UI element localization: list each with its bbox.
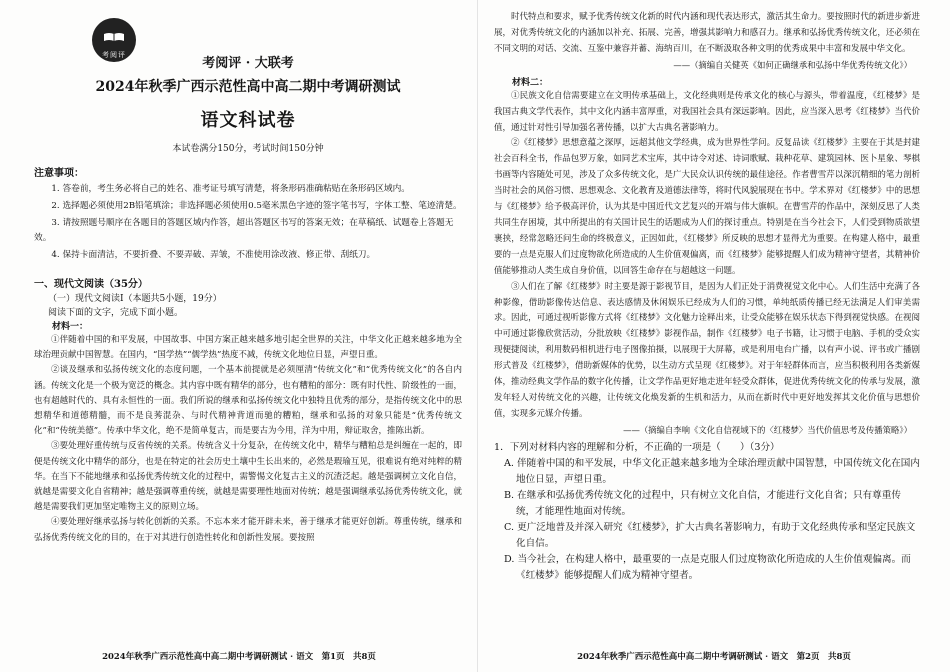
option-c[interactable] — [494, 520, 920, 552]
notice-item: 2. 选择题必须使用2B铅笔填涂；非选择题必须使用0.5毫米黑色字迹的签字笔书写，字体工整、笔迹清楚。 — [51, 201, 462, 211]
material-paragraph: ②谈及继承和弘扬传统文化的态度问题，一个基本前提就是必须厘清“传统文化”和“优秀传统文化”的各自内涵。传统文化是一个极为宽泛的概念。其内容中既有精华的部分，也有糟粕的部分：既有时代性、阶级性的一面，也有超越时代的、具有永恒性的一面。我们所说的继承和弘扬传统文化中独特且优秀的部分，是指传统文化中的思想精华和道德精髓，而不是良莠混杂、与时代精神背道而驰的糟粕，继承和弘扬的对象只能是“优秀传统文化”和“传统美德”。传承中华文化，绝不是简单复古，而是要古为今用，洋为中用，辩证取舍，推陈出新。 — [34, 365, 462, 437]
material-paragraph: 时代特点和要求，赋予优秀传统文化新的时代内涵和现代表达形式，激活其生命力。要按照时代的新进步新进展，对优秀传统文化的内涵加以补充、拓展、完善，增强其影响力和感召力。继承和弘扬优秀传统文化，还必须在不同文明的对话、交流、互鉴中兼容并蓄、海纳百川，在不断汲取各种文明的优秀成果中丰富和发展中华文化。 — [494, 12, 920, 54]
option-list — [494, 456, 920, 584]
exam-logo — [92, 18, 136, 62]
reading-instruction: 阅读下面的文字，完成下面小题。 — [48, 308, 184, 318]
material-two-title: 材料二： — [512, 77, 549, 88]
option-letter: D. — [504, 553, 515, 565]
brand-title: 考阅评 · 大联考 — [202, 56, 294, 71]
exam-title: 2024年秋季广西示范性高中高二期中考调研测试 — [95, 79, 401, 95]
page-two — [478, 0, 950, 672]
question-stem: 1．下列对材料内容的理解和分析，不正确的一项是（ ）（3分） — [494, 441, 780, 453]
book-icon — [103, 32, 125, 42]
page-footer: 2024年秋季广西示范性高中高二期中考调研测试 · 语文 第1页 共8页 — [102, 652, 376, 662]
option-text: 在继承和弘扬优秀传统文化的过程中，只有树立文化自信，才能进行文化自省；只有尊重传统，才能理性地面对传统。 — [516, 489, 901, 517]
option-letter: A. — [504, 457, 514, 469]
option-letter: B. — [504, 489, 515, 501]
option-a[interactable] — [494, 456, 920, 488]
option-text: 更广泛地普及并深入研究《红楼梦》，扩大古典名著影响力，有助于文化经典传承和坚定民族文化自信。 — [516, 521, 916, 549]
notice-item: 1. 答卷前，考生务必将自己的姓名、准考证号填写清楚，将条形码准确粘贴在条形码区域内。 — [51, 184, 410, 194]
material-paragraph: ①伴随着中国的和平发展，中国故事、中国方案正越来越多地引起全世界的关注，中华文化正越来越多地为全球治理贡献中国智慧。在国内，“国学热”“儒学热”热度不减，传统文化地位日显，声望日重。 — [34, 335, 462, 361]
notice-item: 4. 保持卡面清洁，不要折叠、不要弄破、弄皱，不准使用涂改液、修正带、刮纸刀。 — [51, 250, 376, 260]
notice-title: 注意事项： — [34, 168, 84, 179]
source-citation: ——（摘编自李响《文化自信视域下的〈红楼梦〉当代价值思考及传播策略》） — [623, 424, 912, 435]
material-paragraph: ③人们在了解《红楼梦》时主要是源于影视节目，是因为人们正处于消费视觉文化中心。人们生活中充满了各种影像，借助影像传达信息、表达感情及休闲娱乐已经成为人们的习惯，单纯纸质传播已经无法满足人们审美需求。因此，可通过视听影像方式将《红楼梦》文化魅力诠释出来，让受众能够在娱乐状态下得到视觉快感。在视阅中可通过影像欣赏活动，分批放映《红楼梦》影视作品，制作《红楼梦》电子书籍，让习惯于电脑、手机的受众实现便捷阅读，利用数码相机进行电子图像拍摄，以展现于大屏幕，或是利用电台广播，以有声小说、评书或广播剧形式普及《红楼梦》，借助新媒体的优势，以生动方式呈现《红楼梦》。对于年轻群体而言，应当积极利用各类新媒体，推动经典文学作品的数字化传播，让文学作品更好地走进年轻受众群体，促进优秀传统文化的传承与发展，激发年轻人对传统文化的兴趣，让传统文化焕发新的生机和活力，从而在新时代中更好地发挥其文化价值与思想价值，实现多元媒介传播。 — [494, 281, 920, 419]
score-info: 本试卷满分150分，考试时间150分钟 — [172, 144, 324, 154]
material-paragraph: ②《红楼梦》思想意蕴之深厚，远超其他文学经典，成为世界性学问。反复品读《红楼梦》主要在于其是封建社会百科全书，作品包罗万象，如同艺术宝库，其中诗令对述、诗词歌赋、栽种花草、建筑园林、医卜星象、琴棋书画等内容随处可见，涉及了众多传统文化，是广大民众认识传统的最佳途径。作者曹雪芹以深沉精细的笔力剖析当时社会的风俗习惯、思想观念、文化教育及道德法律等，将时代风貌展现在书中。学术界对《红楼梦》中的思想与《红楼梦》给予极高评价，认为其是中国近代文艺复兴的开端与伟大旗帜。在曹雪芹的作品中，深刻反思了人类共同生存困境，其中所提出的有关国计民生的话题成为人们的探讨重点。特别是在当今社会下，人们受到物质欲望裹挟，经常忽略还问生命的终极意义，正因如此，《红楼梦》所反映的思想才显得尤为重要。在构建人格中，最重要的一点是克服人们过度物欲化所造成的人生价值观偏离，而《红楼梦》能够提醒人们成为精神守望者，其精神价值能够推动人类生成自身价值，以回答生命存在与超越这一问题。 — [494, 138, 920, 276]
material-paragraph: ①民族文化自信需要建立在文明传承基础上，文化经典则是传承文化的核心与源头，带着温度，《红楼梦》是我国古典文学代表作，其中文化内涵丰富厚重，对我国社会具有深远影响。因此，应当深入思考《红楼梦》当代价值，通过针对性引导加强名著传播，以扩大古典名著影响力。 — [494, 90, 920, 133]
section-title: 一、现代文阅读（35分） — [34, 279, 148, 290]
option-text: 伴随着中国的和平发展，中华文化正越来越多地为全球治理贡献中国智慧，中国传统文化在国内地位日显，声望日重。 — [516, 457, 920, 485]
logo-text: 考阅评 — [102, 51, 126, 59]
material-paragraph: ④要处理好继承弘扬与转化创新的关系。不忘本来才能开辟未来，善于继承才能更好创新。尊重传统，继承和弘扬优秀传统文化的目的，在于对其进行创造性转化和创新性发展。要按照 — [34, 517, 462, 543]
material-one-title: 材料一： — [52, 322, 89, 332]
material-paragraph: ③要处理好重传统与反省传统的关系。传统含义十分复杂，在传统文化中，精华与糟粕总是纠缠在一起的，即便是传统文化中精华的部分，也是在特定的社会历史土壤中生长出来的，必然是瑕瑜互见，很难说有绝对纯粹的精华。在当下不能地继承和弘扬优秀传统文化的过程中，需警惕文化复古主义的沉渣泛起。越是强调树立文化自信，就越是需要文化自省精神；越是强调尊重传统，就越是需要理性地面对传统；越是强调继承弘扬优秀传统文化，就越是需要我们更加坚定唯物主义的原则立场。 — [34, 441, 462, 513]
notice-list — [34, 182, 462, 263]
option-letter: C. — [504, 521, 515, 533]
subsection-title: （一）现代文阅读Ⅰ（本题共5小题，19分） — [48, 294, 222, 304]
page-footer: 2024年秋季广西示范性高中高二期中考调研测试 · 语文 第2页 共8页 — [577, 652, 851, 662]
option-b[interactable] — [494, 488, 920, 520]
notice-item: 3. 请按照题号顺序在各题目的答题区域内作答，超出答题区书写的答案无效；在草稿纸、试题卷上答题无效。 — [34, 218, 454, 243]
source-citation: ——（摘编自关健英《如何正确继承和弘扬中华优秀传统文化》） — [673, 59, 912, 70]
option-d[interactable] — [494, 552, 920, 584]
subject-title: 语文科试卷 — [200, 110, 296, 131]
option-text: 当今社会，在构建人格中，最重要的一点是克服人们过度物欲化所造成的人生价值观偏离。而《红楼梦》能够提醒人们成为精神守望者。 — [516, 553, 911, 581]
